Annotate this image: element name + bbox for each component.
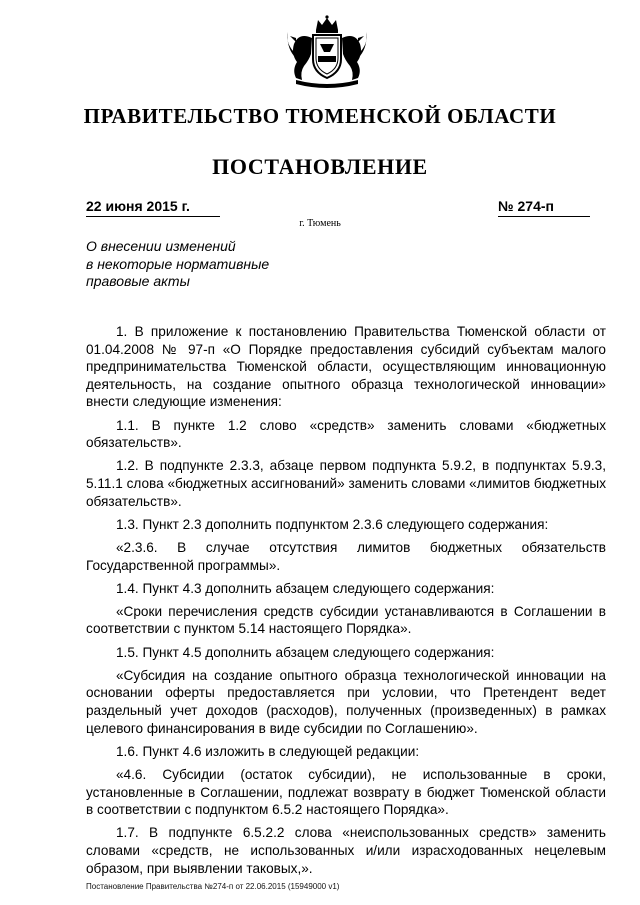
body-paragraph: 1. В приложение к постановлению Правительства Тюменской области от 01.04.2008 № 97-п «О Порядке предоставления субсидий субъектам малого предпринимательства Тюменской области, осуществляющим инновационную деятельность, на создание опытного образца технологической инновации» внести следующие изменения: (86, 324, 606, 410)
body-paragraph: «4.6. Субсидии (остаток субсидии), не использованные в сроки, установленные в Соглашении, подлежат возврату в бюджет Тюменской области в соответствии с подпунктом 6.5.2 настоящего Порядка». (86, 767, 606, 818)
document-number: № 274-п (498, 198, 590, 217)
government-title: ПРАВИТЕЛЬСТВО ТЮМЕНСКОЙ ОБЛАСТИ (83, 104, 557, 128)
body-paragraph: 1.4. Пункт 4.3 дополнить абзацем следующего содержания: (116, 580, 495, 596)
document-city: г. Тюмень (299, 218, 341, 229)
document-date: 22 июня 2015 г. (86, 198, 220, 217)
coat-of-arms-emblem (282, 14, 372, 92)
body-paragraph: 1.2. В подпункте 2.3.3, абзаце первом подпункта 5.9.2, в подпунктах 5.9.3, 5.11.1 слова «бюджетных ассигнований» заменить словами «лимитов бюджетных обязательств». (86, 458, 606, 509)
subject-line: правовые акты (86, 273, 190, 289)
document-subject (86, 238, 346, 291)
subject-line: О внесении изменений (86, 238, 236, 254)
body-paragraph: «Субсидия на создание опытного образца технологической инновации на основании оферты предоставляется при условии, что Претендент ведет раздельный учет доходов (расходов), полученных (произведенных) в рамках целевого финансирования в виде субсидии по Соглашению». (86, 667, 606, 736)
document-type-title: ПОСТАНОВЛЕНИЕ (212, 154, 428, 179)
document-footer: Постановление Правительства №274-п от 22.06.2015 (15949000 v1) (86, 882, 340, 891)
body-paragraph: «2.3.6. В случае отсутствия лимитов бюджетных обязательств Государственной программы». (86, 539, 606, 573)
body-paragraph: 1.5. Пункт 4.5 дополнить абзацем следующего содержания: (116, 644, 495, 660)
body-paragraph: 1.1. В пункте 1.2 слово «средств» заменить словами «бюджетных обязательств». (86, 417, 606, 451)
subject-line: в некоторые нормативные (86, 255, 270, 272)
body-paragraph: 1.7. В подпункте 6.5.2.2 слова «неиспользованных средств» заменить словами «средств, не использованных и/или израсходованных нецелевым образом, при выявлении таковых,». (86, 825, 606, 876)
body-paragraph: 1.6. Пункт 4.6 изложить в следующей редакции: (116, 743, 420, 759)
document-body (86, 323, 606, 883)
body-paragraph: «Сроки перечисления средств субсидии устанавливаются в Соглашении в соответствии с пунктом 5.14 настоящего Порядка». (86, 603, 606, 637)
body-paragraph: 1.3. Пункт 2.3 дополнить подпунктом 2.3.6 следующего содержания: (116, 516, 549, 532)
